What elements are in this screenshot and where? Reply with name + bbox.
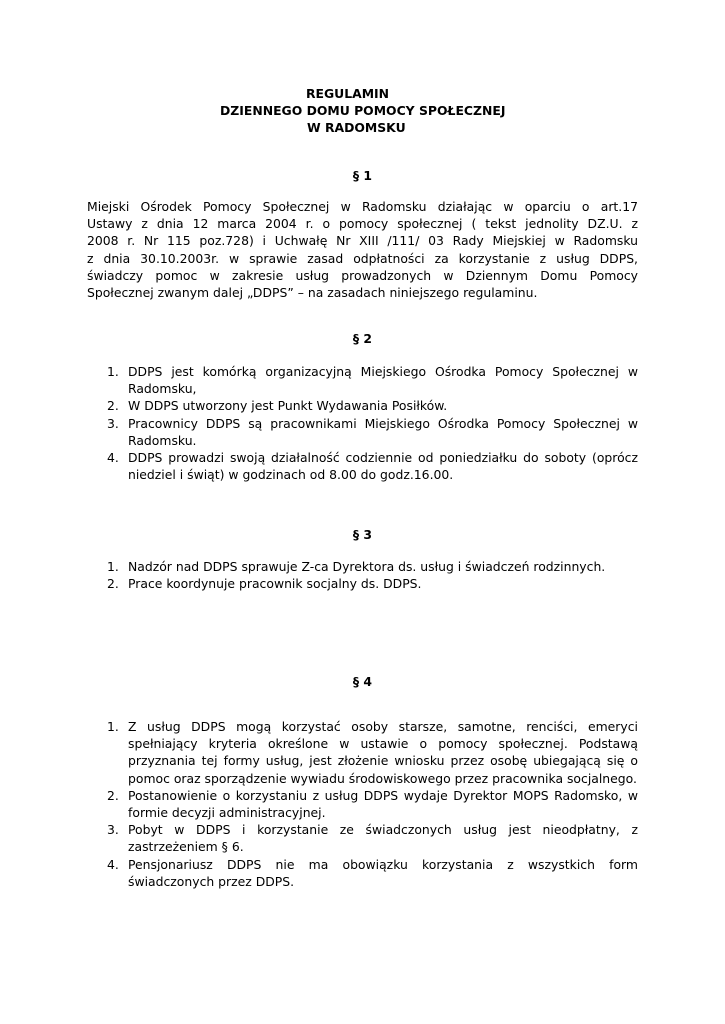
section-2-heading: § 2 — [352, 331, 373, 346]
section-3-list — [87, 558, 638, 592]
list-item — [87, 449, 638, 483]
list-item-text: Pracownicy DDPS są pracownikami Miejskiego Ośrodka Pomocy Społecznej w Radomsku. — [128, 415, 638, 448]
document-title: REGULAMIN — [306, 86, 390, 101]
paragraph-line: 2008 r. Nr 115 poz.728) i Uchwałę Nr XIII /111/ 03 Rady Miejskiej w Radomsku — [87, 233, 638, 249]
section-1-paragraph — [87, 198, 638, 301]
list-item-text: Z usług DDPS mogą korzystać osoby starsze, samotne, renciści, emeryci spełniający kryteria określone w ustawie o pomocy społecznej. Podstawą przyznania tej formy usług, jest złożenie wniosku przez osobę ubiegającą się o pomoc oraz sporządzenie wywiadu środowiskowego przez pracownika socjalnego. — [128, 719, 638, 786]
list-item-number: 2. — [107, 787, 119, 803]
list-item-text: DDPS jest komórką organizacyjną Miejskiego Ośrodka Pomocy Społecznej w Radomsku, — [128, 364, 638, 397]
list-item — [87, 575, 638, 592]
list-item-number: 2. — [107, 576, 119, 592]
paragraph-line: Ustawy z dnia 12 marca 2004 r. o pomocy społecznej ( tekst jednolity DZ.U. z — [87, 216, 638, 232]
paragraph-line: Społecznej zwanym dalej „DDPS” – na zasadach niniejszego regulaminu. — [87, 285, 538, 301]
list-item-number: 3. — [107, 822, 119, 838]
list-item — [87, 856, 638, 890]
list-item-number: 4. — [107, 856, 119, 872]
list-item-number: 4. — [107, 450, 119, 466]
list-item — [87, 787, 638, 821]
list-item-number: 3. — [107, 415, 119, 431]
list-item-number: 2. — [107, 398, 119, 414]
paragraph-line: świadczy pomoc w zakresie usług prowadzonych w Dziennym Domu Pomocy — [87, 267, 638, 283]
section-3-heading: § 3 — [352, 527, 373, 542]
list-item-text: DDPS prowadzi swoją działalność codziennie od poniedziałku do soboty (oprócz niedziel i świąt) w godzinach od 8.00 do godz.16.00. — [128, 450, 638, 483]
document-subtitle: DZIENNEGO DOMU POMOCY SPOŁECZNEJ — [220, 103, 506, 118]
list-item — [87, 397, 638, 414]
list-item-text: Nadzór nad DDPS sprawuje Z-ca Dyrektora ds. usług i świadczeń rodzinnych. — [128, 559, 606, 574]
section-1-heading: § 1 — [352, 168, 373, 183]
paragraph-line: z dnia 30.10.2003r. w sprawie zasad odpłatności za korzystanie z usług DDPS, — [87, 250, 638, 266]
list-item-number: 1. — [107, 364, 119, 379]
section-2-list — [87, 363, 638, 483]
list-item-text: Pobyt w DDPS i korzystanie ze świadczonych usług jest nieodpłatny, z zastrzeżeniem § 6. — [128, 822, 638, 855]
section-4-list — [87, 718, 638, 890]
list-item-text: W DDPS utworzony jest Punkt Wydawania Posiłków. — [128, 398, 448, 414]
list-item — [87, 558, 638, 575]
list-item-text: Postanowienie o korzystaniu z usług DDPS wydaje Dyrektor MOPS Radomsko, w formie decyzji administracyjnej. — [128, 787, 638, 821]
list-item-number: 1. — [107, 559, 119, 574]
list-item — [87, 821, 638, 855]
section-4-heading: § 4 — [352, 674, 373, 689]
list-item — [87, 415, 638, 449]
list-item — [87, 718, 638, 787]
list-item-number: 1. — [107, 719, 119, 734]
list-item-text: Prace koordynuje pracownik socjalny ds. DDPS. — [128, 576, 422, 592]
paragraph-line: Miejski Ośrodek Pomocy Społecznej w Radomsku działając w oparciu o art.17 — [87, 199, 638, 214]
document-location: W RADOMSKU — [307, 120, 406, 135]
list-item — [87, 363, 638, 397]
list-item-text: Pensjonariusz DDPS nie ma obowiązku korzystania z wszystkich form świadczonych przez DDPS. — [128, 856, 638, 889]
